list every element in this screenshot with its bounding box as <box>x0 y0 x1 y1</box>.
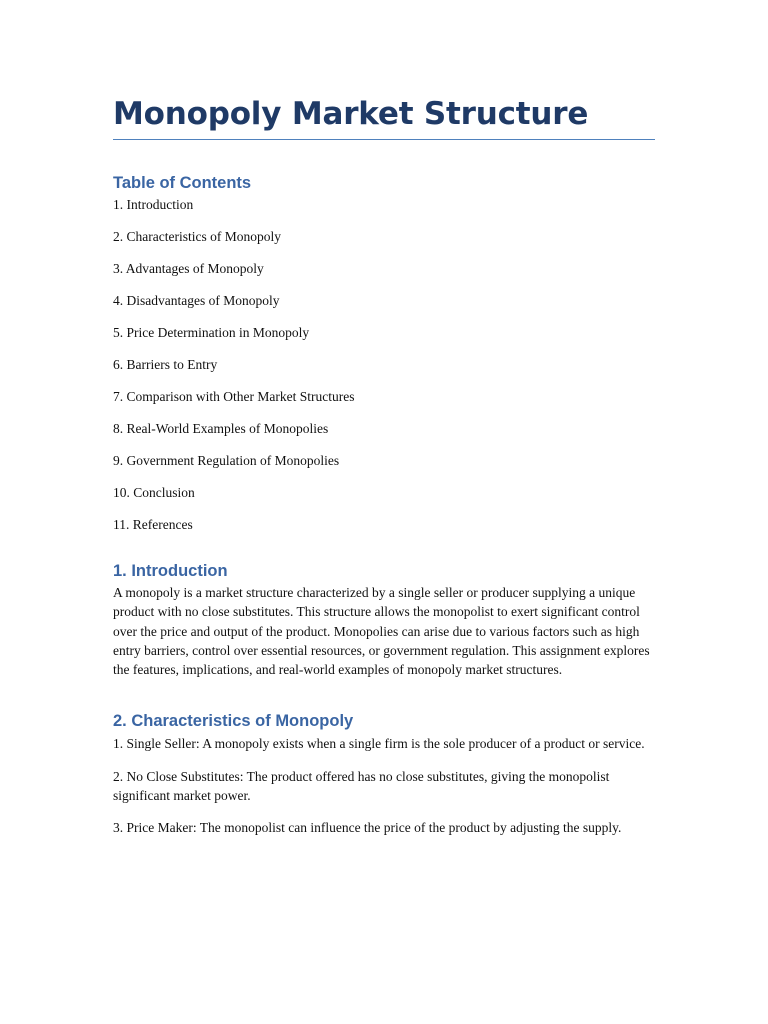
introduction-heading: 1. Introduction <box>113 562 228 580</box>
document-page <box>113 92 655 851</box>
characteristic-item: 1. Single Seller: A monopoly exists when a single firm is the sole producer of a product or service. <box>113 736 645 752</box>
introduction-paragraph: A monopoly is a market structure characterized by a single seller or producer supplying a unique product with no close substitutes. This structure allows the monopolist to exert significant control over the price and output of the product. Monopolies can arise due to various factors such as high entry barriers, control over essential resources, or government regulation. This assignment explores the features, implications, and real-world examples of monopoly market structures. <box>113 585 650 678</box>
characteristics-heading: 2. Characteristics of Monopoly <box>113 712 354 731</box>
toc-item: 8. Real-World Examples of Monopolies <box>113 421 329 436</box>
toc-item: 3. Advantages of Monopoly <box>113 261 264 276</box>
toc-item: 10. Conclusion <box>113 485 195 500</box>
table-of-contents <box>113 196 655 534</box>
toc-heading: Table of Contents <box>113 174 252 192</box>
toc-item: 11. References <box>113 517 193 532</box>
document-title: Monopoly Market Structure <box>113 92 655 140</box>
toc-item: 6. Barriers to Entry <box>113 357 218 372</box>
toc-item: 9. Government Regulation of Monopolies <box>113 453 340 468</box>
toc-item: 7. Comparison with Other Market Structures <box>113 389 355 404</box>
toc-item: 2. Characteristics of Monopoly <box>113 229 281 244</box>
characteristics-list <box>113 734 655 837</box>
characteristic-item: 3. Price Maker: The monopolist can influence the price of the product by adjusting the supply. <box>113 820 622 836</box>
toc-item: 4. Disadvantages of Monopoly <box>113 293 280 308</box>
toc-item: 5. Price Determination in Monopoly <box>113 325 310 340</box>
characteristic-item: 2. No Close Substitutes: The product offered has no close substitutes, giving the monopolist significant market power. <box>113 768 610 804</box>
toc-item: 1. Introduction <box>113 197 194 212</box>
